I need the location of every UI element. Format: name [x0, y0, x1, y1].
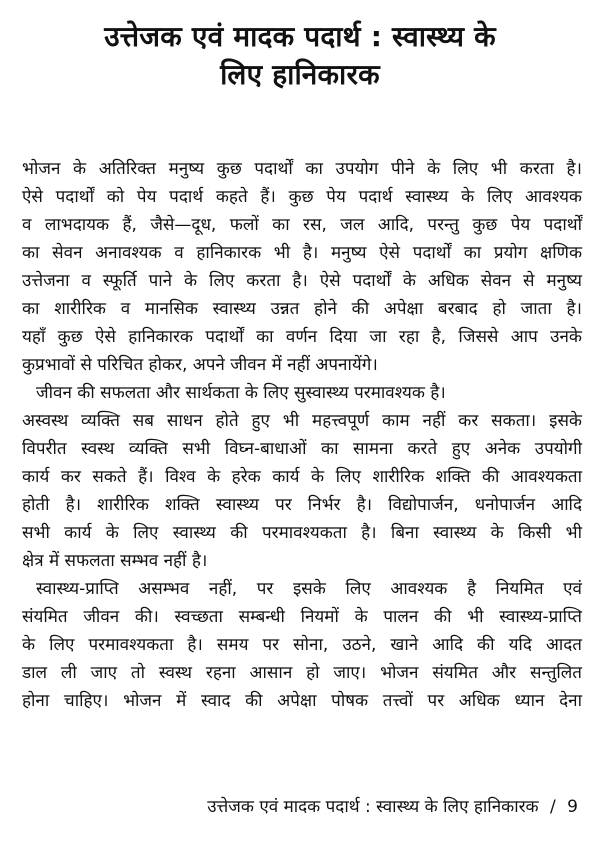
- page-number: 9: [567, 797, 578, 817]
- footer-separator: /: [550, 797, 556, 817]
- paragraph-line: विपरीत स्वस्थ व्यक्ति सभी विघ्न-बाधाओं का सामना करते हुए अनेक उपयोगी: [22, 439, 582, 459]
- paragraph-line: स्वास्थ्य-प्राप्ति असम्भव नहीं, पर इसके लिए आवश्यक है नियमित एवं: [36, 579, 582, 599]
- paragraph-line: कुप्रभावों से परिचित होकर, अपने जीवन में नहीं अपनायेंगे।: [22, 355, 378, 375]
- paragraph-line: सभी कार्य के लिए स्वास्थ्य की परमावश्यकता है। बिना स्वास्थ्य के किसी भी: [22, 523, 582, 543]
- paragraph-line: उत्तेजना व स्फूर्ति पाने के लिए करता है। ऐसे पदार्थों के अधिक सेवन से मनुष्य: [22, 271, 582, 291]
- paragraph-line: होती है। शारीरिक शक्ति स्वास्थ्य पर निर्भर है। विद्योपार्जन, धनोपार्जन आदि: [22, 495, 582, 515]
- page-footer: [207, 795, 578, 819]
- paragraph-line: अस्वस्थ व्यक्ति सब साधन होते हुए भी महत्त्वपूर्ण काम नहीं कर सकता। इसके: [22, 411, 582, 431]
- paragraph-line: जीवन की सफलता और सार्थकता के लिए सुस्वास्थ्य परमावश्यक है।: [36, 383, 446, 403]
- paragraph-line: यहाँ कुछ ऐसे हानिकारक पदार्थों का वर्णन दिया जा रहा है, जिससे आप उनके: [22, 327, 582, 347]
- paragraph-line: होना चाहिए। भोजन में स्वाद की अपेक्षा पोषक तत्त्वों पर अधिक ध्यान देना: [22, 691, 582, 711]
- paragraph-line: का शारीरिक व मानसिक स्वास्थ्य उन्नत होने की अपेक्षा बरबाद हो जाता है।: [22, 299, 582, 319]
- paragraph-3: [22, 575, 582, 715]
- paragraph-2: [22, 379, 582, 575]
- running-title: उत्तेजक एवं मादक पदार्थ : स्वास्थ्य के लिए हानिकारक: [207, 797, 539, 817]
- paragraph-line: ऐसे पदार्थों को पेय पदार्थ कहते हैं। कुछ पेय पदार्थ स्वास्थ्य के लिए आवश्यक: [22, 187, 582, 207]
- paragraph-line: के लिए परमावश्यकता है। समय पर सोना, उठने, खाने आदि की यदि आदत: [22, 635, 582, 655]
- paragraph-1: [22, 155, 582, 379]
- chapter-title-line-2: लिए हानिकारक: [220, 58, 380, 91]
- paragraph-line: डाल ली जाए तो स्वस्थ रहना आसान हो जाए। भोजन संयमित और सन्तुलित: [22, 663, 582, 683]
- paragraph-line: व लाभदायक हैं, जैसे—दूध, फलों का रस, जल आदि, परन्तु कुछ पेय पदार्थों: [22, 215, 582, 235]
- paragraph-line: भोजन के अतिरिक्त मनुष्य कुछ पदार्थों का उपयोग पीने के लिए भी करता है।: [22, 159, 582, 179]
- paragraph-line: संयमित जीवन की। स्वच्छता सम्बन्धी नियमों के पालन की भी स्वास्थ्य-प्राप्ति: [22, 607, 582, 627]
- paragraph-line: कार्य कर सकते हैं। विश्व के हरेक कार्य के लिए शारीरिक शक्ति की आवश्यकता: [22, 467, 582, 487]
- chapter-title-line-1: उत्तेजक एवं मादक पदार्थ : स्वास्थ्य के: [104, 20, 496, 53]
- chapter-title: [20, 18, 580, 94]
- paragraph-line: क्षेत्र में सफलता सम्भव नहीं है।: [22, 551, 208, 571]
- paragraph-line: का सेवन अनावश्यक व हानिकारक भी है। मनुष्य ऐसे पदार्थों का प्रयोग क्षणिक: [22, 243, 582, 263]
- body-text: [22, 155, 582, 715]
